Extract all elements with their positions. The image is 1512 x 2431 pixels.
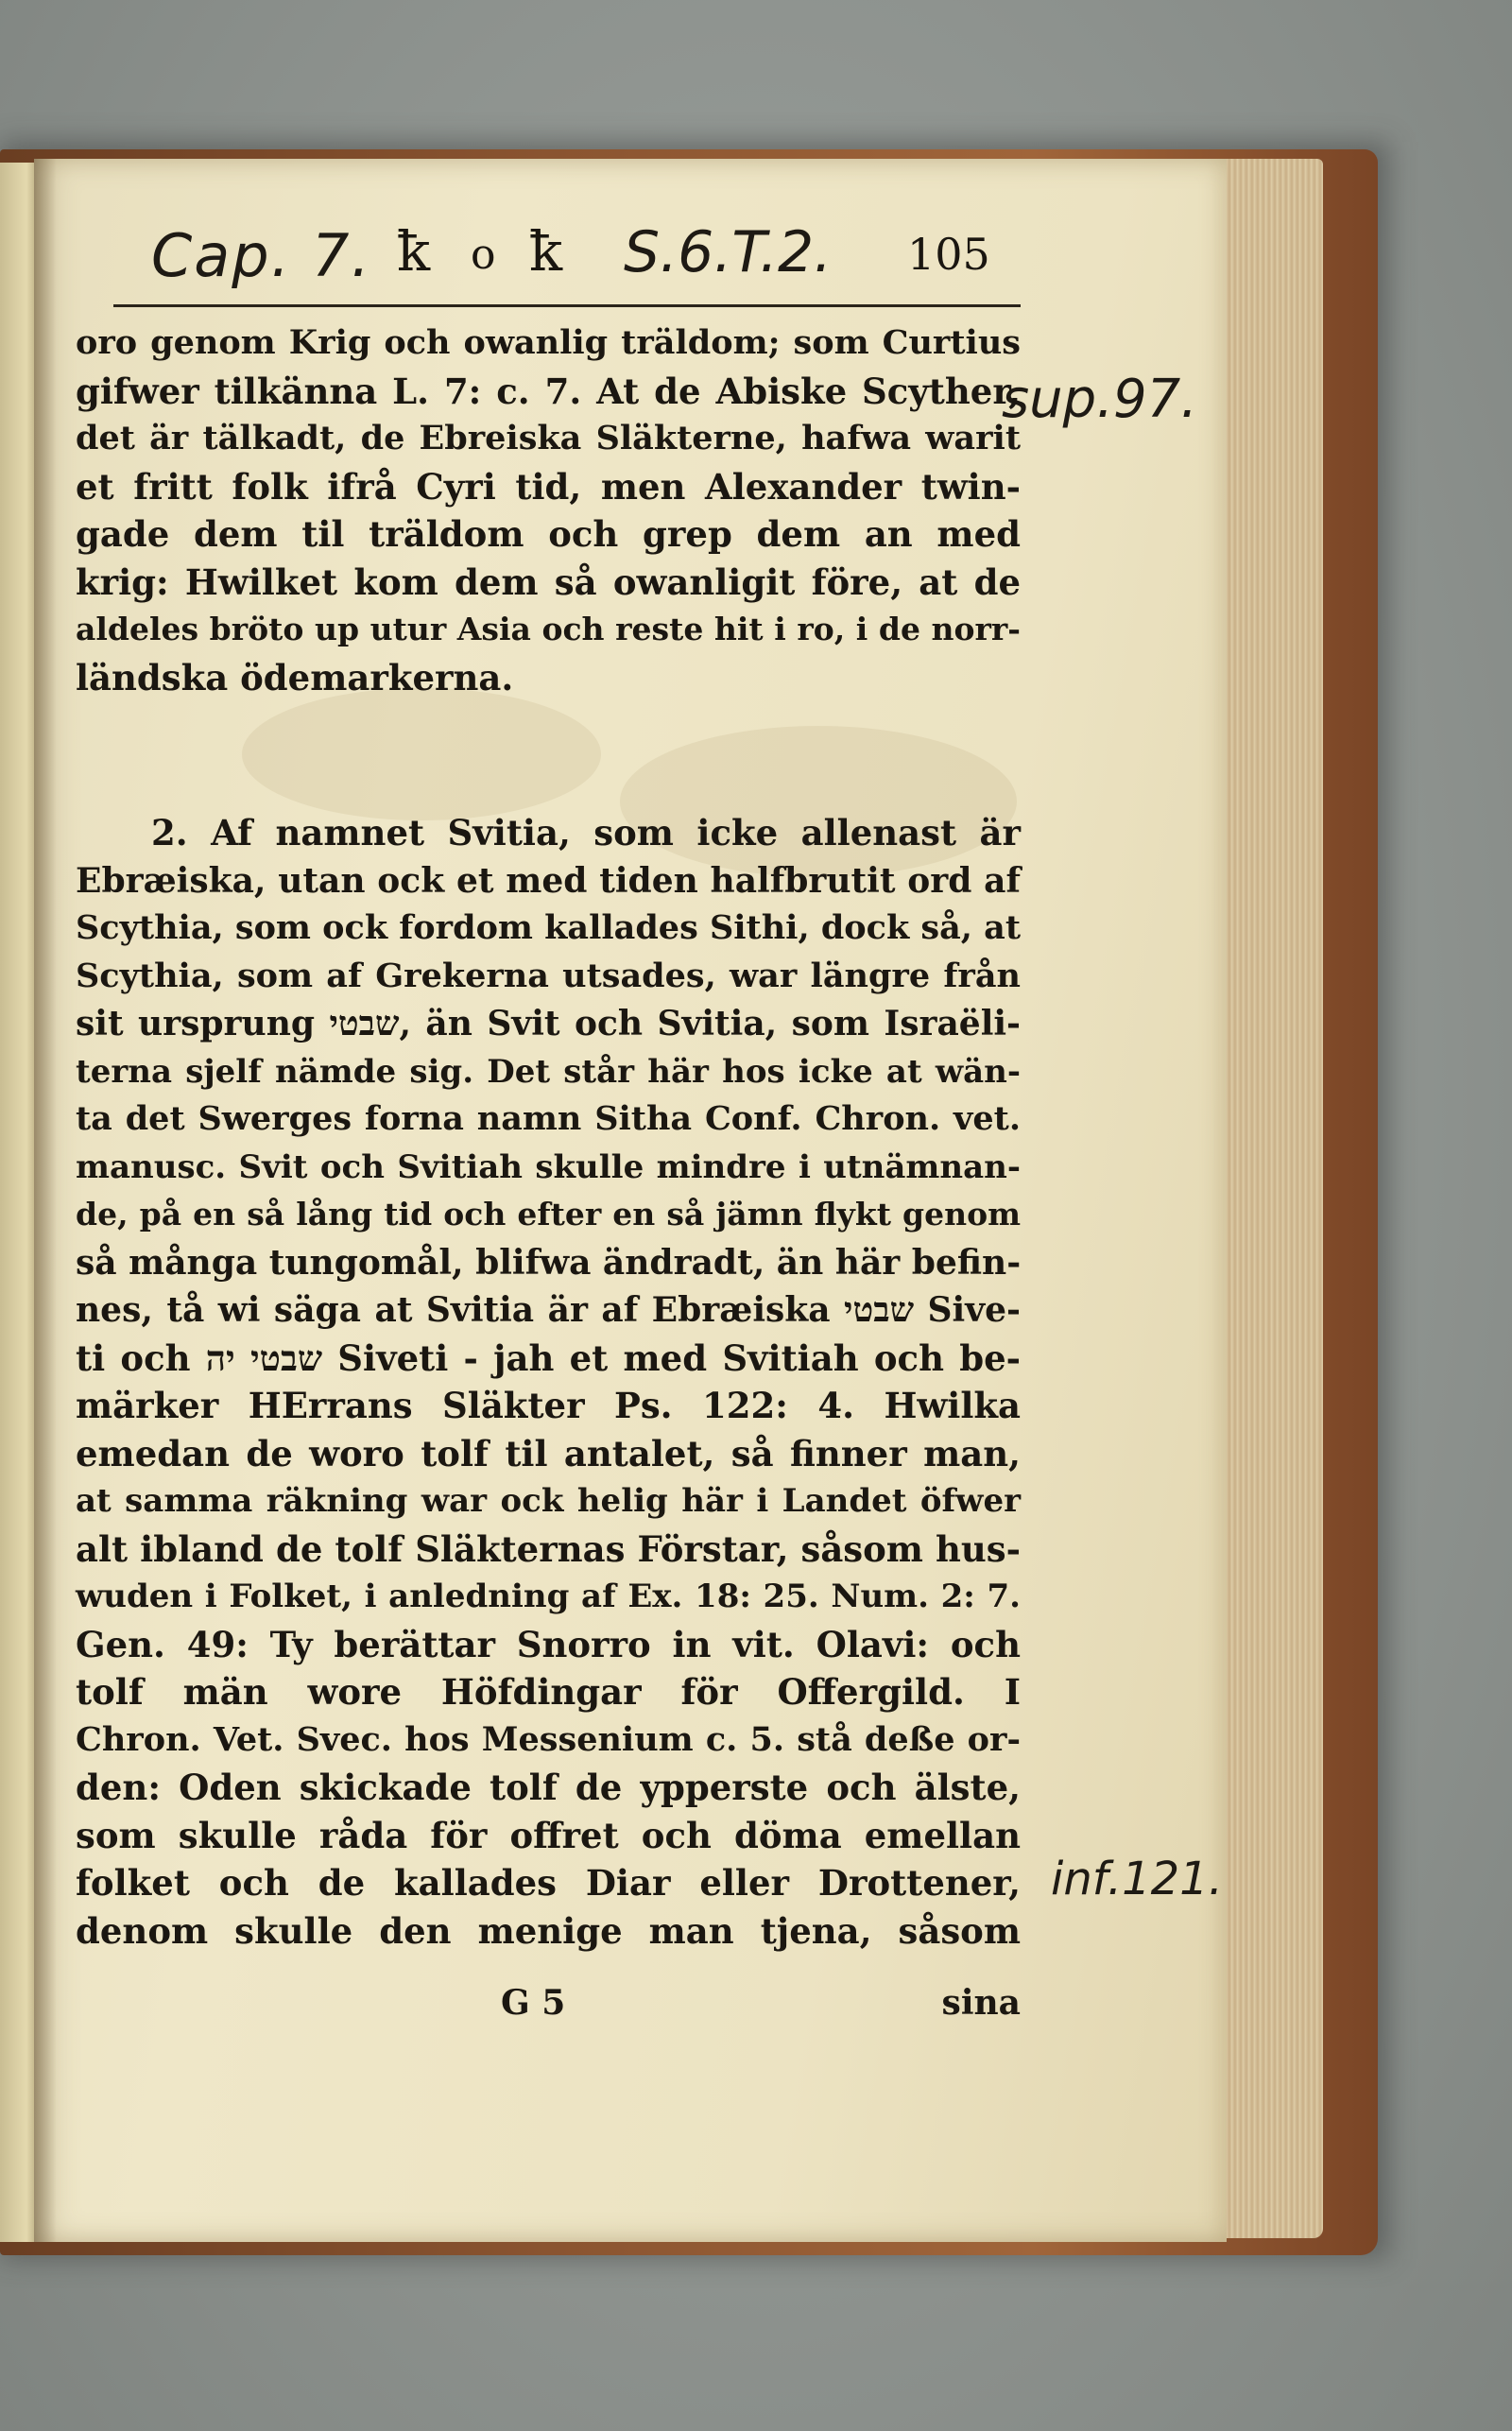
catchword: sina: [941, 1983, 1021, 2023]
text-line: Gen. 49: Ty berättar Snorro in vit. Olavi: och: [76, 1623, 1021, 1665]
text-line: sit ursprung שבטי, än Svit och Svitia, som Israëli-: [76, 1004, 1021, 1043]
text-line: Scythia, som af Grekerna utsades, war längre från: [76, 956, 1021, 995]
page-header: [113, 210, 1021, 295]
text-line: Scythia, som ock fordom kallades Sithi, dock så, at: [76, 908, 1021, 947]
page-footer: [76, 1983, 1021, 2030]
text-line: den: Oden skickade tolf de ypperste och älste,: [76, 1767, 1021, 1808]
text-line: alt ibland de tolf Släkternas Förstar, såsom hus-: [76, 1527, 1021, 1570]
left-page-edge: [0, 163, 38, 2242]
ornament-mid: o: [471, 231, 496, 279]
page-stack-edge: [1210, 159, 1323, 2238]
text-line: tolf män wore Höfdingar för Offergild. I: [76, 1671, 1021, 1713]
text-line: så många tungomål, blifwa ändradt, än här befin-: [76, 1242, 1022, 1283]
text-line: denom skulle den menige man tjena, såsom: [76, 1909, 1021, 1952]
text-line: gifwer tilkänna L. 7: c. 7. At de Abiske Scyther,: [76, 370, 1021, 412]
text-line: Ebræiska, utan ock et med tiden halfbrutit ord af: [76, 860, 1021, 901]
header-rule: [113, 304, 1021, 307]
text-line: wuden i Folket, i anledning af Ex. 18: 25. Num. 2: 7.: [76, 1578, 1021, 1615]
page-gutter: [34, 159, 57, 2242]
text-line: terna sjelf nämde sig. Det står här hos icke at wän-: [76, 1052, 1021, 1091]
text-line: et fritt folk ifrå Cyri tid, men Alexander twin-: [76, 465, 1021, 508]
ornament-right: ꝁ: [529, 219, 564, 284]
text-line: krig: Hwilket kom dem så owanligit före, at de: [76, 560, 1021, 603]
text-line: folket och de kallades Diar eller Drottener,: [76, 1862, 1021, 1904]
text-line: manusc. Svit och Svitiah skulle mindre i utnämnan-: [76, 1147, 1021, 1186]
margin-note-sup: sup.97.: [1002, 369, 1198, 430]
paragraph-2: [76, 809, 1021, 1955]
text-line: aldeles bröto up utur Asia och reste hit i ro, i de norr-: [76, 611, 1021, 647]
text-line: ländska ödemarkerna.: [76, 656, 514, 698]
text-line: emedan de woro tolf til antalet, så finner man,: [76, 1432, 1021, 1474]
text-line: gade dem til träldom och grep dem an med: [76, 513, 1021, 555]
page-number: 105: [907, 229, 990, 280]
text-line: de, på en så lång tid och efter en så jämn flykt genom: [76, 1196, 1021, 1233]
margin-note-inf: inf.121.: [1051, 1853, 1223, 1905]
text-line: ti och שבטי יה Siveti - jah et med Svitiah och be-: [76, 1336, 1021, 1379]
ornament-left: ꝁ: [397, 219, 432, 284]
text-line: 2. Af namnet Svitia, som icke allenast är: [151, 812, 1021, 853]
ink-bleed-stain: [242, 688, 601, 820]
shelf-mark: S.6.T.2.: [624, 219, 833, 285]
text-line: det är tälkadt, de Ebreiska Släkterne, hafwa warit: [76, 419, 1021, 457]
text-line: märker HErrans Släkter Ps. 122: 4. Hwilka: [76, 1385, 1021, 1426]
chapter-reference: Cap. 7.: [151, 221, 372, 290]
text-line: nes, tå wi säga at Svitia är af Ebræiska שבטי Sive-: [76, 1290, 1021, 1330]
text-line: som skulle råda för offret och döma emellan: [76, 1814, 1021, 1856]
paragraph-1: [76, 319, 1021, 701]
signature-mark: G 5: [501, 1983, 566, 2023]
text-line: oro genom Krig och owanlig träldom; som Curtius: [76, 323, 1021, 362]
text-line: Chron. Vet. Svec. hos Messenium c. 5. stå deße or-: [76, 1719, 1021, 1759]
text-line: ta det Swerges forna namn Sitha Conf. Chron. vet.: [76, 1099, 1021, 1138]
text-line: at samma räkning war ock helig här i Landet öfwer: [76, 1482, 1021, 1520]
